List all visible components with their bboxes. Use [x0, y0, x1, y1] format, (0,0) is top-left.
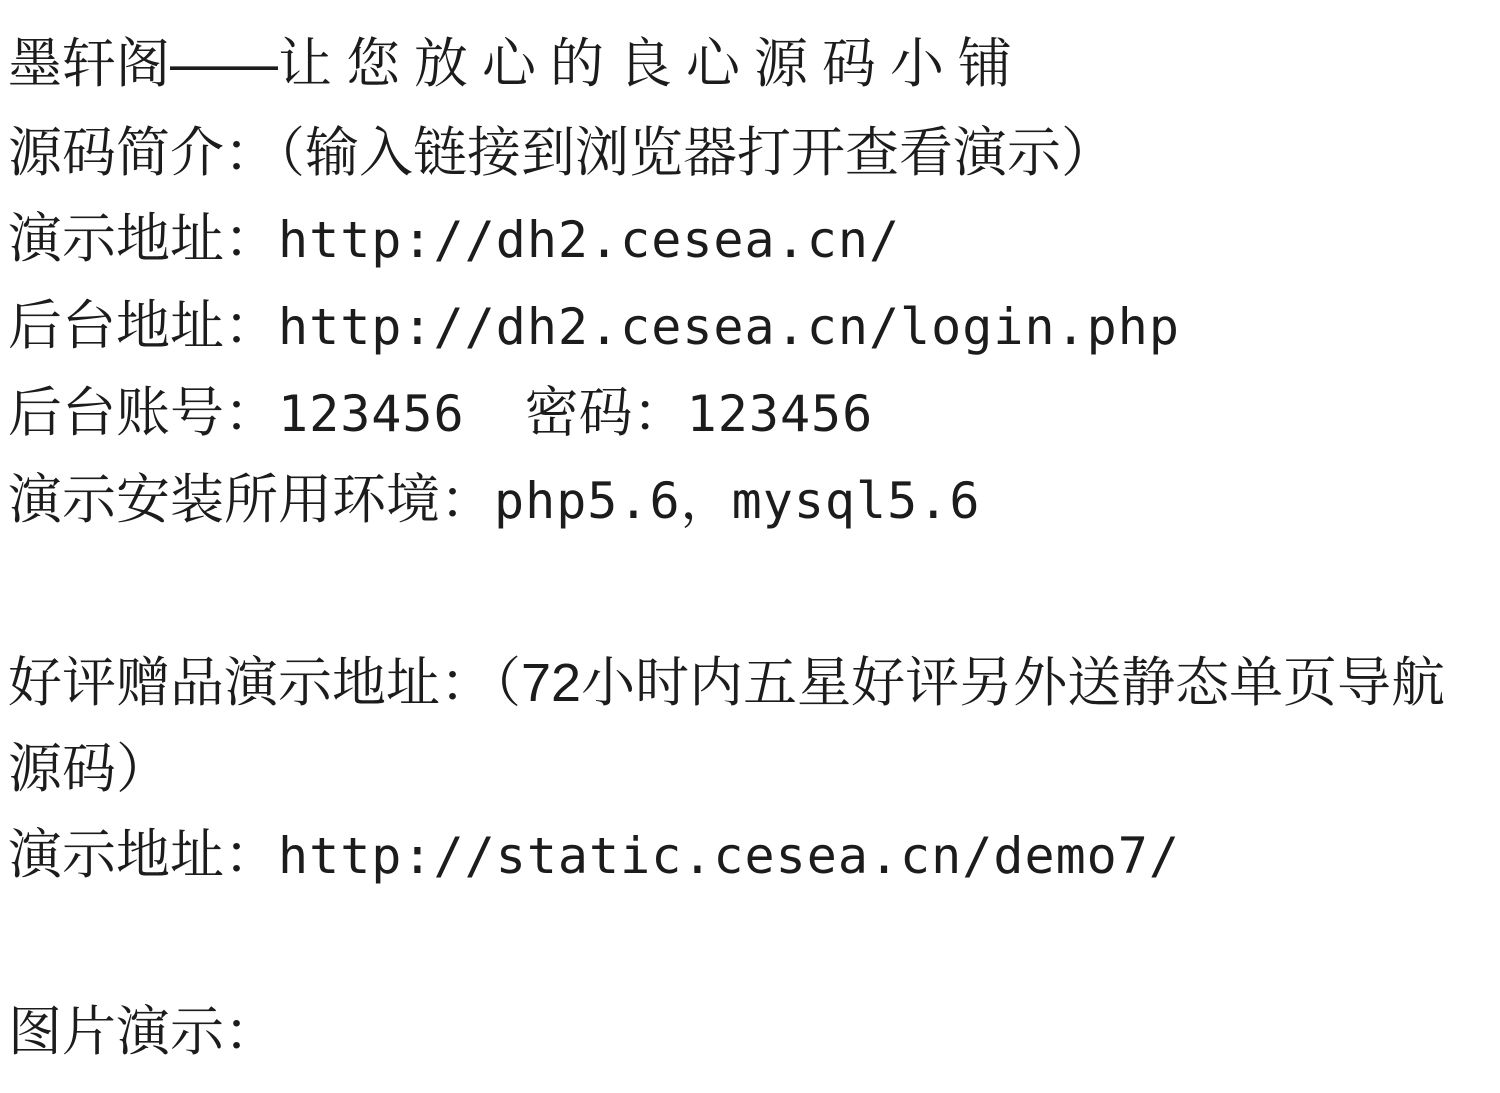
demo-address-row: [8, 196, 1480, 283]
environment-row: [8, 457, 1480, 544]
demo-address-label: 演示地址：: [8, 209, 278, 269]
gift-demo-address-row: [8, 812, 1480, 899]
shop-title-slogan: 让您放心的良心源码小铺: [278, 34, 1026, 94]
admin-address-row: [8, 283, 1480, 370]
demo-address-url[interactable]: http://dh2.cesea.cn/: [278, 211, 901, 269]
admin-password-label: 密码：: [524, 383, 687, 443]
admin-password-value: 123456: [686, 385, 874, 443]
gift-demo-label: 好评赠品演示地址：（72小时内五星好评另外送静态单页导航源码）: [8, 653, 1446, 799]
credentials-row: [8, 370, 1480, 457]
admin-address-url[interactable]: http://dh2.cesea.cn/login.php: [278, 298, 1180, 356]
admin-account-value: 123456: [278, 385, 465, 443]
shop-title: [8, 18, 1480, 110]
gift-demo-address-url[interactable]: http://static.cesea.cn/demo7/: [278, 827, 1180, 885]
environment-label: 演示安装所用环境：: [8, 470, 494, 530]
section-spacer-two: [8, 899, 1480, 989]
admin-address-label: 后台地址：: [8, 296, 278, 356]
environment-value: php5.6，mysql5.6: [494, 472, 981, 530]
shop-title-prefix: 墨轩阁——: [8, 34, 278, 94]
credentials-gap: [465, 383, 525, 443]
admin-account-label: 后台账号：: [8, 383, 278, 443]
section-spacer-one: [8, 544, 1480, 640]
source-intro-label: 源码简介：（输入链接到浏览器打开查看演示）: [8, 123, 1115, 183]
gift-demo-address-label: 演示地址：: [8, 825, 278, 885]
image-demo-label: 图片演示：: [8, 1002, 278, 1062]
